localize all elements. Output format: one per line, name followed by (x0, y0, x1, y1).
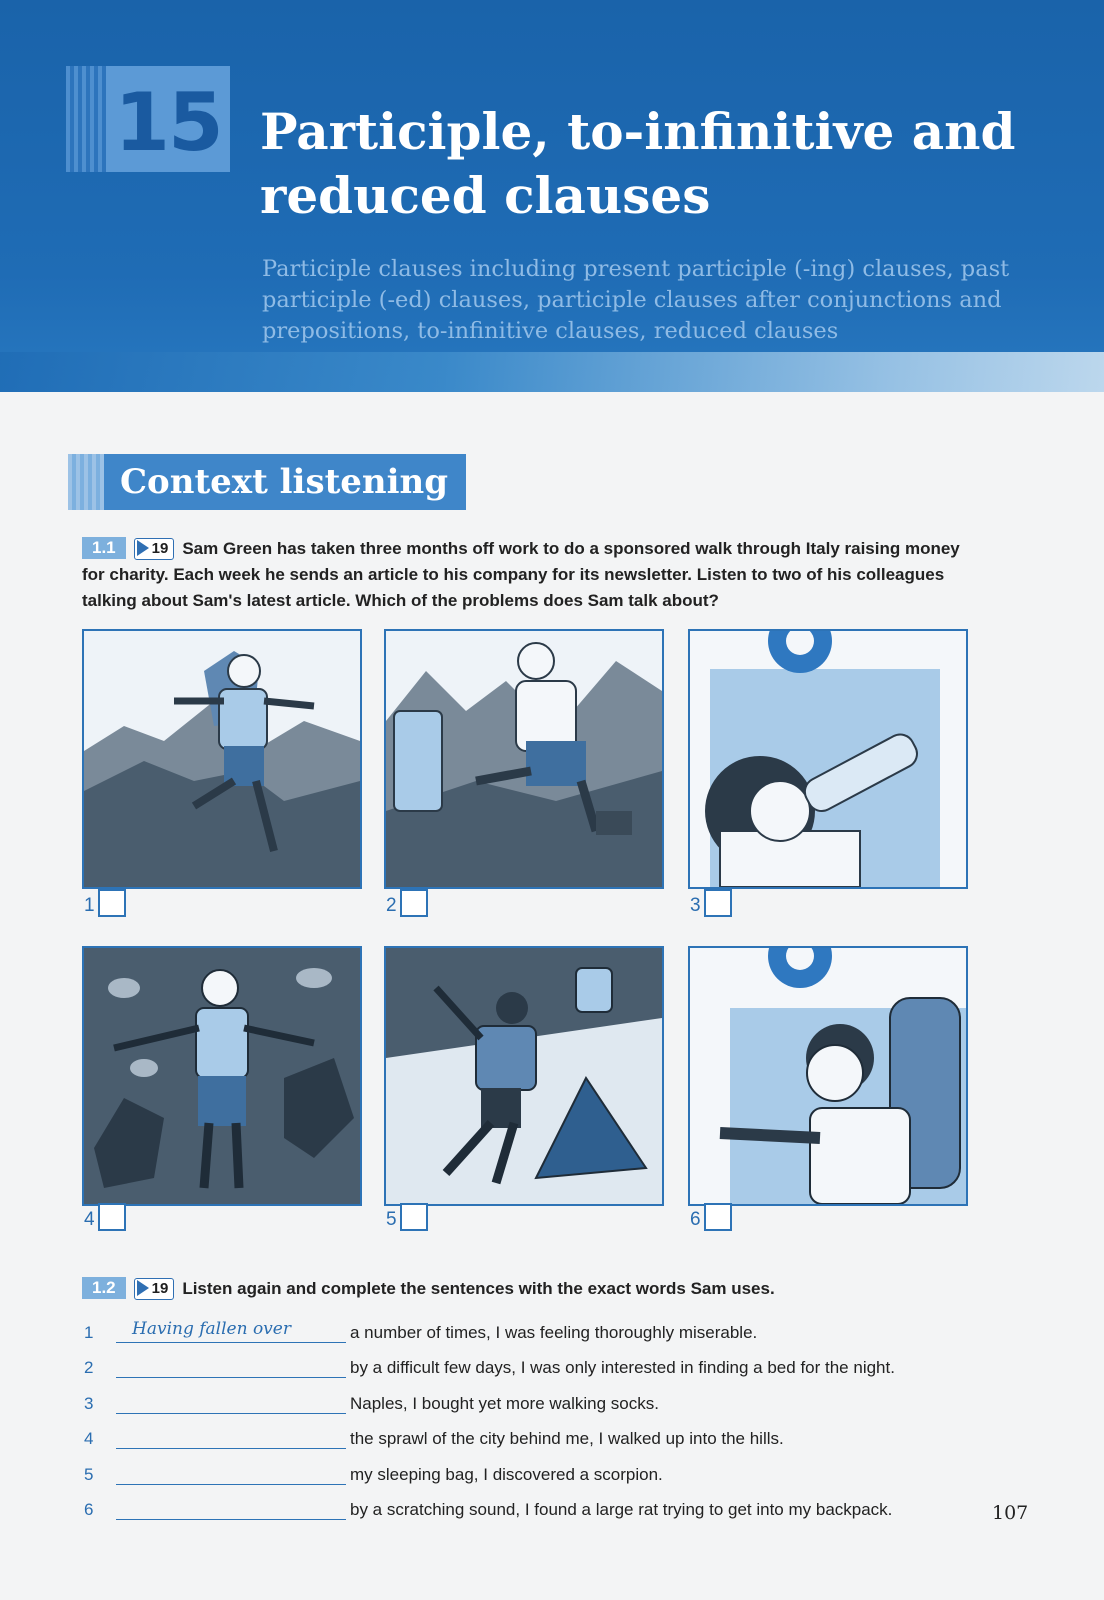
hiker-resting-barefoot-illustration (384, 629, 664, 889)
header-fade (0, 352, 1104, 392)
audio-track-button[interactable] (134, 538, 175, 560)
picture-4-checkbox[interactable] (98, 1203, 126, 1231)
sentence-item (84, 1460, 984, 1490)
sentence-text: by a scratching sound, I found a large rat trying to get into my backpack. (350, 1500, 893, 1519)
picture-6-checkbox[interactable] (704, 1203, 732, 1231)
picture-number: 2 (386, 895, 397, 916)
sentence-text: the sprawl of the city behind me, I walked up into the hills. (350, 1429, 784, 1448)
hiker-with-wild-dogs-illustration (82, 946, 362, 1206)
unit-number: 15 (114, 76, 222, 169)
audio-track-number: 19 (151, 540, 169, 557)
hiker-falling-on-rocks-illustration (82, 629, 362, 889)
sentence-number: 3 (84, 1394, 94, 1413)
sentence-number: 4 (84, 1429, 94, 1448)
sentence-number: 5 (84, 1465, 94, 1484)
picture-5-checkbox-label[interactable] (386, 1203, 428, 1233)
picture-3-checkbox[interactable] (704, 889, 732, 917)
instruction-text: Sam Green has taken three months off work to do a sponsored walk through Italy raising money for charity. Each week he sends an article to his company for its newsletter. Listen to two of his colleagues talking about Sam's latest article. Which of the problems does Sam talk about? (82, 539, 960, 610)
handwritten-answer: Having fallen over (132, 1319, 291, 1339)
sentence-item (84, 1389, 984, 1419)
sentence-item (84, 1353, 984, 1383)
sentence-item (84, 1495, 984, 1525)
picture-1-checkbox[interactable] (98, 889, 126, 917)
sentence-number: 2 (84, 1358, 94, 1377)
unit-title: Participle, to-infinitive and reduced clauses (260, 102, 1016, 225)
hiker-exhausted-in-heat-illustration (688, 946, 968, 1206)
unit-subtitle: Participle clauses including present participle (-ing) clauses, past participle (-ed) clauses, participle clauses after conjunctions and prepositions, to-infinitive clauses, reduced clauses (262, 256, 1010, 344)
audio-track-button[interactable] (134, 1278, 175, 1300)
answer-blank[interactable] (116, 1495, 346, 1520)
sentence-item (84, 1424, 984, 1454)
play-icon (137, 540, 149, 556)
exercise-1-1-instruction (82, 536, 962, 614)
audio-track-number: 19 (151, 1280, 169, 1297)
picture-2-checkbox-label[interactable] (386, 889, 428, 919)
picture-number: 1 (84, 895, 95, 916)
unit-number-stripes (66, 66, 106, 172)
picture-2-checkbox[interactable] (400, 889, 428, 917)
exercise-1-2-instruction (82, 1276, 982, 1302)
sentence-text: Naples, I bought yet more walking socks. (350, 1394, 659, 1413)
picture-number: 3 (690, 895, 701, 916)
exercise-number-badge: 1.2 (82, 1277, 126, 1299)
sentence-text: my sleeping bag, I discovered a scorpion. (350, 1465, 663, 1484)
answer-blank[interactable] (116, 1460, 346, 1485)
instruction-text: Listen again and complete the sentences with the exact words Sam uses. (182, 1279, 775, 1298)
answer-blank[interactable] (116, 1389, 346, 1414)
picture-number: 4 (84, 1209, 95, 1230)
section-header-stripes (68, 454, 104, 510)
picture-1-checkbox-label[interactable] (84, 889, 126, 919)
page-number: 107 (992, 1502, 1029, 1524)
sentence-text: a number of times, I was feeling thoroughly miserable. (350, 1323, 758, 1342)
section-title: Context listening (120, 462, 449, 502)
picture-number: 6 (690, 1209, 701, 1230)
answer-blank[interactable] (116, 1353, 346, 1378)
sentence-number: 1 (84, 1323, 94, 1342)
hiker-tent-in-storm-illustration (384, 946, 664, 1206)
exercise-number-badge: 1.1 (82, 537, 126, 559)
sentence-number: 6 (84, 1500, 94, 1519)
answer-blank[interactable] (116, 1424, 346, 1449)
play-icon (137, 1280, 149, 1296)
picture-4-checkbox-label[interactable] (84, 1203, 126, 1233)
man-drinking-water-in-sun-illustration (688, 629, 968, 889)
picture-number: 5 (386, 1209, 397, 1230)
picture-5-checkbox[interactable] (400, 1203, 428, 1231)
sentence-text: by a difficult few days, I was only interested in finding a bed for the night. (350, 1358, 895, 1377)
sentence-item (84, 1318, 984, 1348)
picture-3-checkbox-label[interactable] (690, 889, 732, 919)
picture-6-checkbox-label[interactable] (690, 1203, 732, 1233)
